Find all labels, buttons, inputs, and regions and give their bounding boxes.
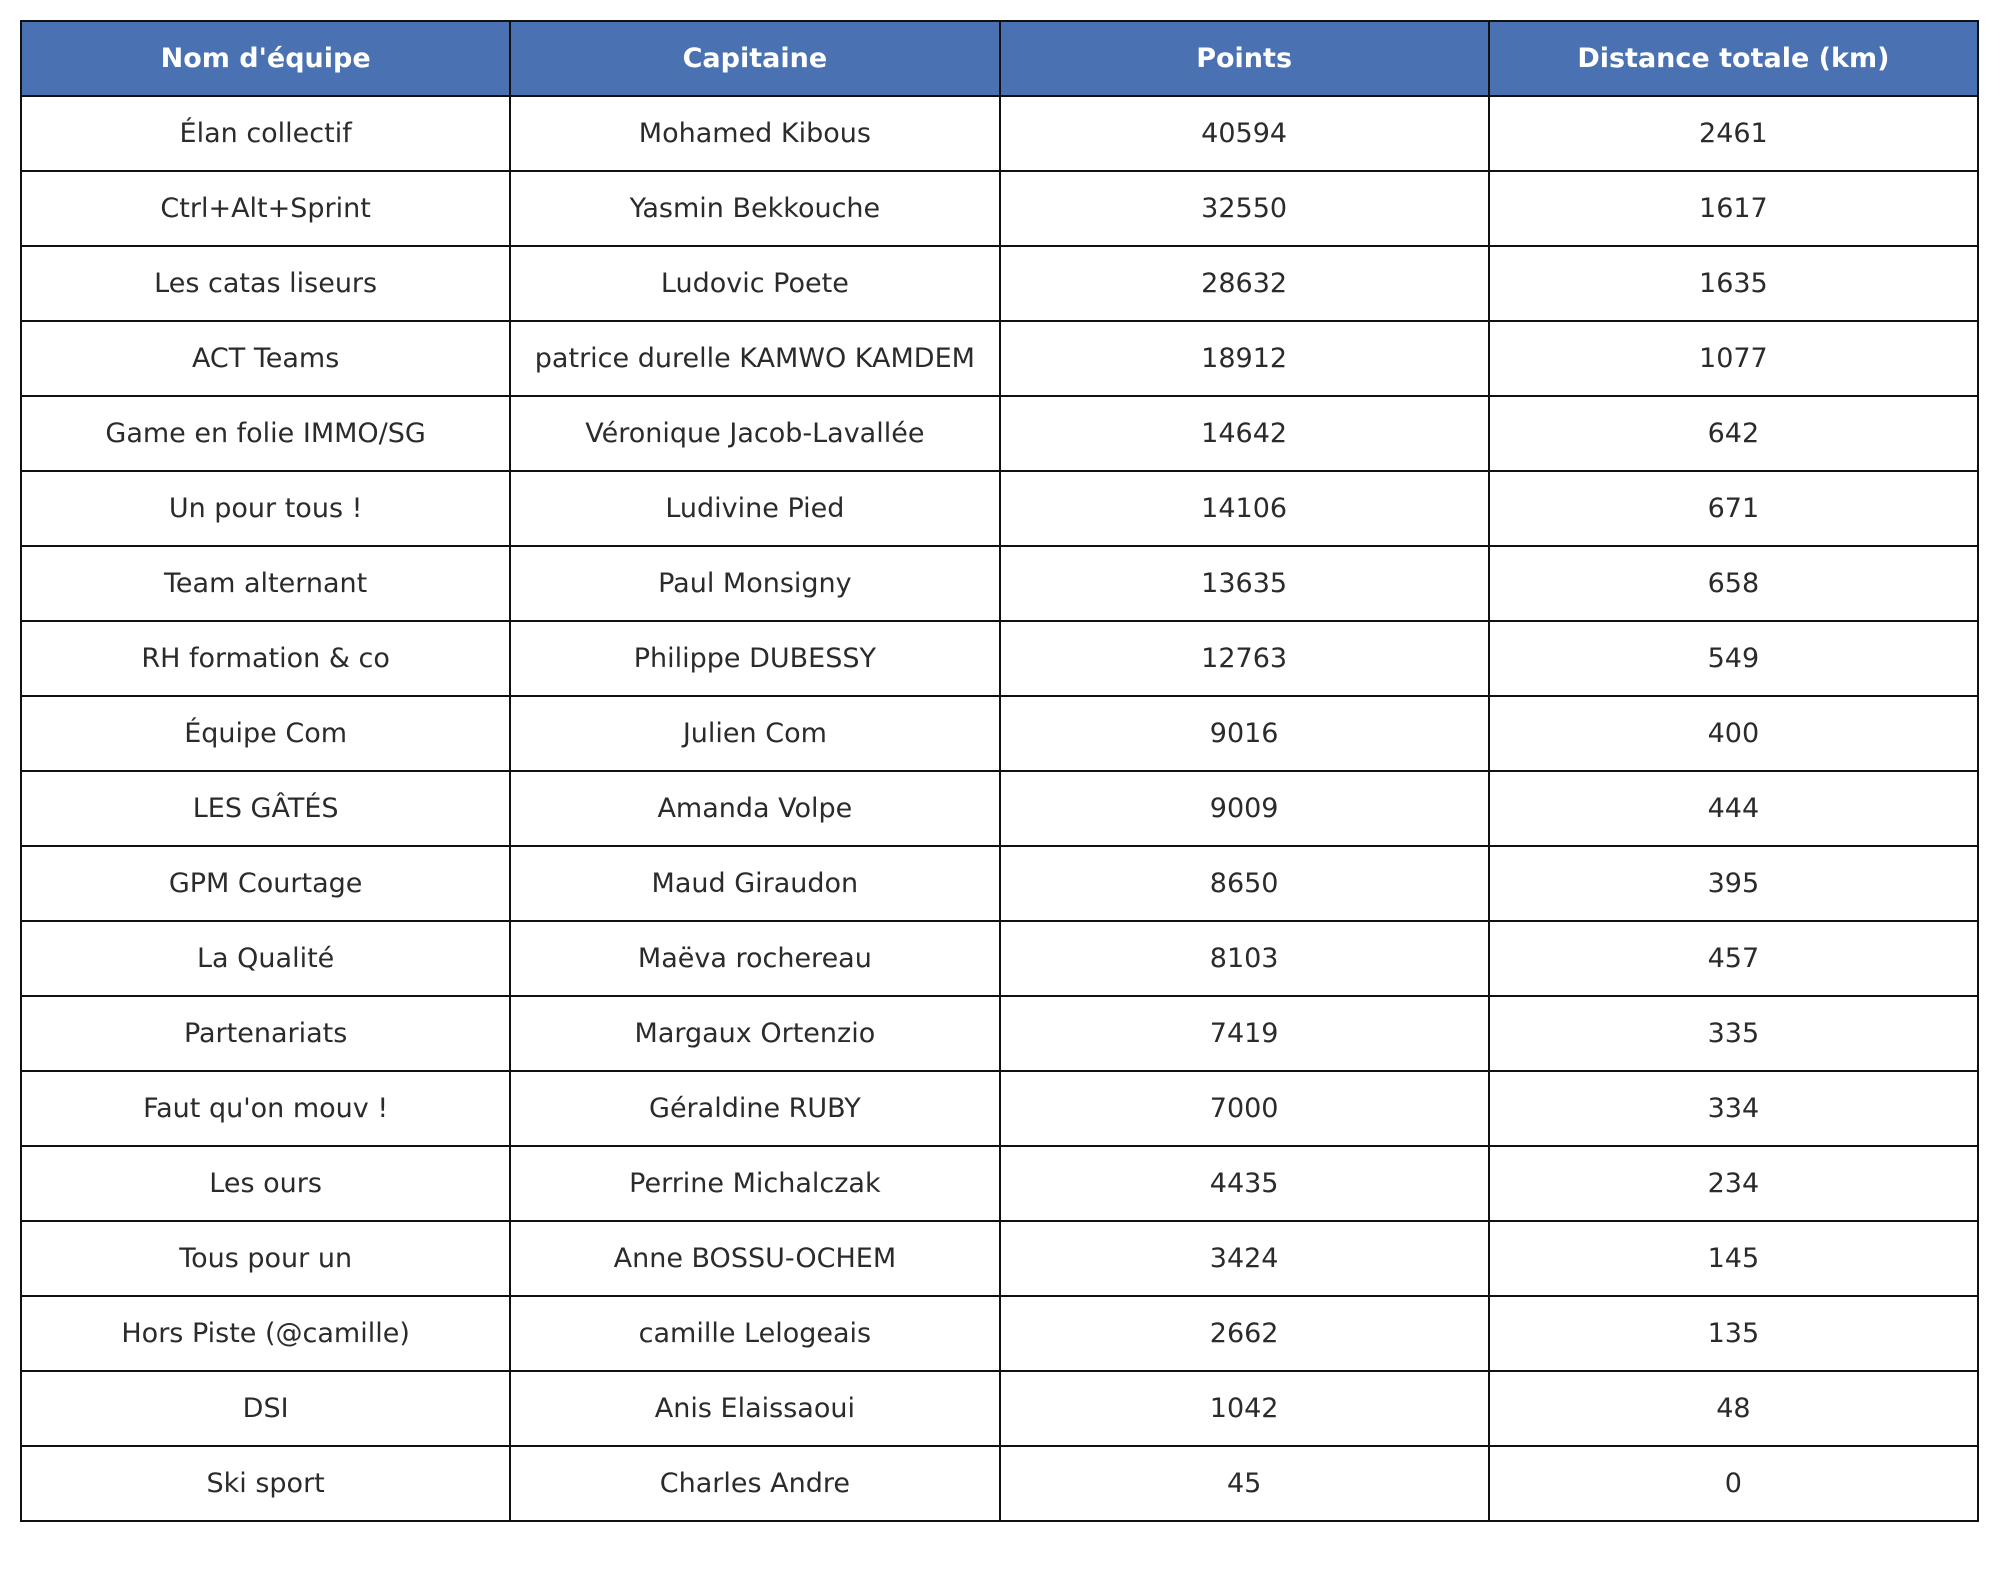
table-row [21,96,1978,171]
header-row [21,21,1978,96]
distance-cell: 334 [1489,1071,1978,1146]
points-cell: 3424 [1000,1221,1489,1296]
distance-cell: 671 [1489,471,1978,546]
distance-cell: 642 [1489,396,1978,471]
team-name-cell: Team alternant [21,546,510,621]
distance-cell: 335 [1489,996,1978,1071]
table-row [21,1446,1978,1521]
team-name-cell: Les ours [21,1146,510,1221]
table-row [21,246,1978,321]
table-row [21,321,1978,396]
distance-cell: 1635 [1489,246,1978,321]
points-cell: 32550 [1000,171,1489,246]
distance-cell: 400 [1489,696,1978,771]
table-row [21,546,1978,621]
team-ranking-table-container [20,20,1979,1522]
points-cell: 8103 [1000,921,1489,996]
team-name-cell: RH formation & co [21,621,510,696]
team-name-cell: DSI [21,1371,510,1446]
team-name-cell: Faut qu'on mouv ! [21,1071,510,1146]
table-row [21,921,1978,996]
points-cell: 45 [1000,1446,1489,1521]
team-name-cell: Ctrl+Alt+Sprint [21,171,510,246]
distance-cell: 395 [1489,846,1978,921]
distance-cell: 145 [1489,1221,1978,1296]
table-row [21,696,1978,771]
table-row [21,171,1978,246]
captain-cell: Paul Monsigny [510,546,999,621]
table-row [21,1071,1978,1146]
team-name-cell: GPM Courtage [21,846,510,921]
table-row [21,771,1978,846]
team-name-cell: Game en folie IMMO/SG [21,396,510,471]
team-name-cell: Hors Piste (@camille) [21,1296,510,1371]
captain-cell: Perrine Michalczak [510,1146,999,1221]
table-row [21,1146,1978,1221]
points-cell: 8650 [1000,846,1489,921]
captain-cell: Véronique Jacob-Lavallée [510,396,999,471]
captain-cell: Ludovic Poete [510,246,999,321]
table-row [21,396,1978,471]
distance-header: Distance totale (km) [1489,21,1978,96]
distance-cell: 549 [1489,621,1978,696]
captain-cell: Anne BOSSU-OCHEM [510,1221,999,1296]
captain-cell: Anis Elaissaoui [510,1371,999,1446]
captain-cell: Amanda Volpe [510,771,999,846]
table-row [21,1296,1978,1371]
captain-cell: Julien Com [510,696,999,771]
team-name-cell: ACT Teams [21,321,510,396]
points-cell: 7000 [1000,1071,1489,1146]
distance-cell: 658 [1489,546,1978,621]
table-row [21,996,1978,1071]
team-name-cell: Élan collectif [21,96,510,171]
distance-cell: 135 [1489,1296,1978,1371]
points-cell: 13635 [1000,546,1489,621]
points-cell: 7419 [1000,996,1489,1071]
captain-cell: Géraldine RUBY [510,1071,999,1146]
distance-cell: 1617 [1489,171,1978,246]
table-body [21,96,1978,1521]
table-row [21,846,1978,921]
captain-cell: camille Lelogeais [510,1296,999,1371]
distance-cell: 0 [1489,1446,1978,1521]
captain-cell: Ludivine Pied [510,471,999,546]
captain-cell: patrice durelle KAMWO KAMDEM [510,321,999,396]
points-cell: 12763 [1000,621,1489,696]
captain-cell: Charles Andre [510,1446,999,1521]
points-cell: 14642 [1000,396,1489,471]
points-header: Points [1000,21,1489,96]
table-header [21,21,1978,96]
team-name-cell: Partenariats [21,996,510,1071]
team-name-cell: Équipe Com [21,696,510,771]
table-row [21,1371,1978,1446]
distance-cell: 1077 [1489,321,1978,396]
points-cell: 2662 [1000,1296,1489,1371]
table-row [21,621,1978,696]
points-cell: 40594 [1000,96,1489,171]
points-cell: 1042 [1000,1371,1489,1446]
captain-cell: Philippe DUBESSY [510,621,999,696]
team-name-cell: La Qualité [21,921,510,996]
team-name-cell: Un pour tous ! [21,471,510,546]
team-name-header: Nom d'équipe [21,21,510,96]
points-cell: 18912 [1000,321,1489,396]
distance-cell: 234 [1489,1146,1978,1221]
distance-cell: 48 [1489,1371,1978,1446]
team-name-cell: Tous pour un [21,1221,510,1296]
captain-cell: Maud Giraudon [510,846,999,921]
team-name-cell: LES GÂTÉS [21,771,510,846]
table-row [21,1221,1978,1296]
points-cell: 14106 [1000,471,1489,546]
distance-cell: 444 [1489,771,1978,846]
captain-cell: Margaux Ortenzio [510,996,999,1071]
distance-cell: 457 [1489,921,1978,996]
team-ranking-table [20,20,1979,1522]
team-name-cell: Ski sport [21,1446,510,1521]
points-cell: 9016 [1000,696,1489,771]
points-cell: 4435 [1000,1146,1489,1221]
points-cell: 9009 [1000,771,1489,846]
captain-cell: Mohamed Kibous [510,96,999,171]
table-row [21,471,1978,546]
team-name-cell: Les catas liseurs [21,246,510,321]
distance-cell: 2461 [1489,96,1978,171]
captain-cell: Maëva rochereau [510,921,999,996]
captain-cell: Yasmin Bekkouche [510,171,999,246]
points-cell: 28632 [1000,246,1489,321]
captain-header: Capitaine [510,21,999,96]
